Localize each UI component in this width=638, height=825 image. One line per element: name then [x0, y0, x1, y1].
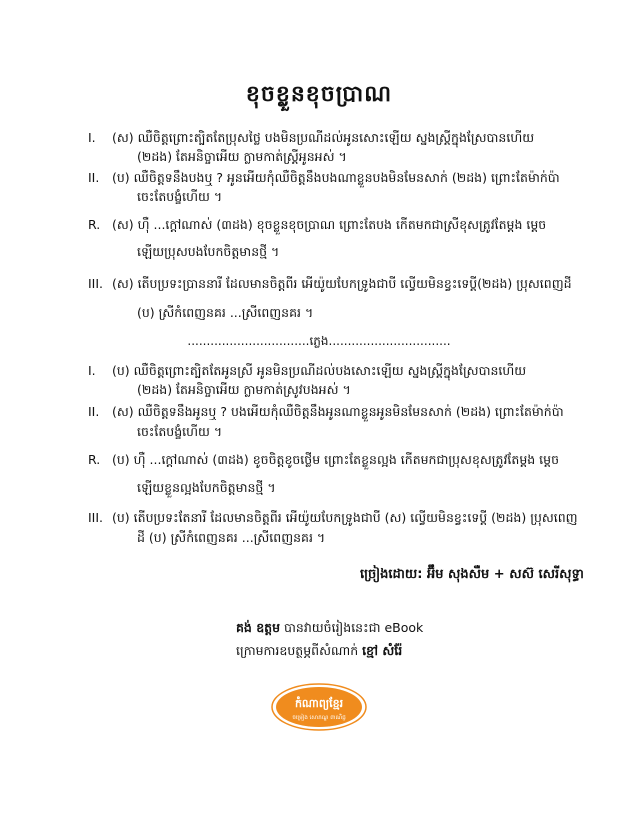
verse-1-line-1: (ស) ឈឺចិត្តព្រោះត្បិតតែប្រុសថ្លៃ បងមិនប្រណីដល់អូនសោះឡើយ ស្នងស្រ្ដីក្នុងស្រែបានហើយ [112, 130, 535, 145]
verse-5-number: II. [88, 404, 100, 419]
instrumental-divider: ................................ភ្លេង................................ [187, 334, 451, 348]
refrain-number: R. [88, 217, 101, 232]
sponsor-prefix: ក្រោមការឧបត្ថម្ភពីសំណាក់ [236, 643, 363, 658]
verse-4-line-1: (ប) ឈឺចិត្តព្រោះត្បិតតែអូនស្រី អូនមិនប្រណីដល់បងសោះឡើយ ស្នងស្រ្ដីក្នុងស្រែបានហើយ [112, 363, 527, 378]
sponsor-note [236, 643, 402, 662]
logo-main-text: កំណាព្យខ្មែរ [294, 697, 344, 710]
refrain-line-2: ឡើយប្រុសបងបែកចិត្តមានថ្មី ។ [137, 244, 280, 259]
logo-sub-text: ចម្រៀង សោភណ្ឌ ពាណិជ្ជ [292, 715, 346, 721]
verse-6-line-1: (ប) តើបប្រទះតែនារី ដែលមានចិត្តពីរ អើយ៉ូយបែកទ្រូងជាបី (ស) ល្វើយមិនខ្វះទេប្ដី (២ដង) ប្រុសពេញ [112, 510, 578, 525]
song-title: ខុចខ្លួនខុចប្រាណ [245, 82, 393, 107]
verse-2-line-2: ចេះតែបង្ខំហើយ ។ [137, 189, 223, 204]
verse-2-number: II. [88, 170, 100, 185]
verse-4-line-2: (២ដង) តែអនិច្ចាអើយ ក្លាមកាត់ស្រូវបងអស់ ។ [137, 382, 351, 397]
typist-note-text: បានវាយចំរៀងនេះជា eBook [280, 620, 424, 635]
refrain-2-line-1: (ប) ហ៊ឺ ...ក្តៅណាស់ (៣ដង) ខូចចិត្តខូចថ្លើម ព្រោះតែខ្លួនល្អង កើតមកជាប្រុសខុសត្រូវតែម្តង ម្តេច [112, 452, 559, 467]
typist-note [236, 620, 423, 639]
khmer-poem-logo [271, 683, 367, 731]
singer-credit: ច្រៀងដោយ: អ៊ឹម សុងសឺម + សស៊ សេរីសុទ្ធា [360, 567, 584, 582]
refrain-line-1: (ស) ហ៊ឺ ...ក្តៅណាស់ (៣ដង) ខុចខ្លួនខុចប្រាណ ព្រោះតែបង កើតមកជាស្រីខុសត្រូវតែម្តង ម្តេច [112, 217, 547, 232]
typist-name: គង់ ឧត្តម [236, 620, 281, 635]
verse-6-line-2: ដី (ប) ស្រីកំពេញនគរ ...ស្រីពេញនគរ ។ [137, 530, 326, 545]
verse-4-number: I. [88, 363, 96, 378]
verse-3-number: III. [88, 276, 104, 291]
verse-5-line-1: (ស) ឈឺចិត្តទនឹងអូនឬ ? បងអើយកុំឈឺចិត្តនឹងអូនណាខ្លួនអូនមិនមែនសាក់ (២ដង) ព្រោះតែម៉ាក់ប៉ា [112, 404, 564, 419]
verse-3-line-1: (ស) តើបប្រទះប្រាននារី ដែលមានចិត្តពីរ អើយ៉ូយបែកទ្រូងជាបី ល្វើយមិនខ្វះទេប្ដី(២ដង) ប្រុសពេញដី [112, 276, 572, 291]
verse-6-number: III. [88, 510, 104, 525]
verse-5-line-2: ចេះតែបង្ខំហើយ ។ [137, 424, 223, 439]
verse-3-line-2: (ប) ស្រីកំពេញនគរ ...ស្រីពេញនគរ ។ [137, 305, 314, 320]
verse-1-line-2: (២ដង) តែអនិច្ចាអើយ ក្លាមកាត់ស្ត្រីអូនអស់ ។ [137, 149, 347, 164]
refrain-2-number: R. [88, 452, 101, 467]
verse-1-number: I. [88, 130, 96, 145]
verse-2-line-1: (ប) ឈឺចិត្តទនឹងបងឬ ? អូនអើយកុំឈឺចិត្តនឹងបងណាខ្លួនបងមិនមែនសាក់ (២ដង) ព្រោះតែម៉ាក់ប៉ា [112, 170, 560, 185]
sponsor-name: ខ្មៅ សំរ៉ែ [362, 643, 403, 658]
refrain-2-line-2: ឡើយខ្លួនល្អងបែកចិត្តមានថ្មី ។ [137, 480, 276, 495]
